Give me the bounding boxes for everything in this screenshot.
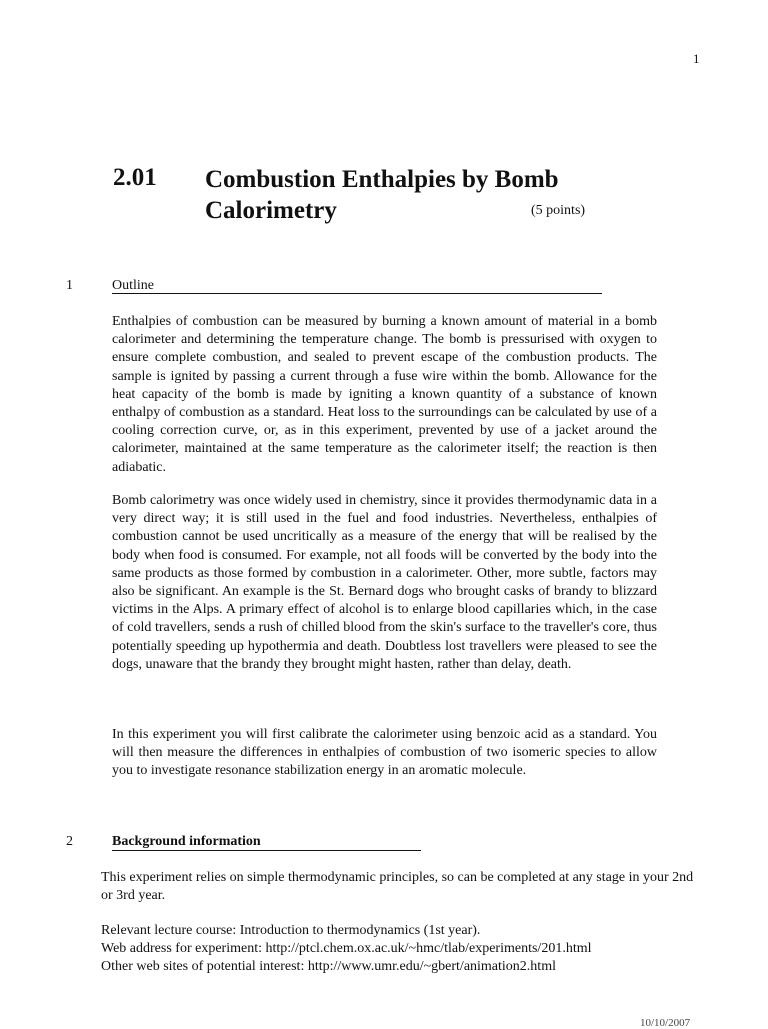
section2-title: Background information: [112, 834, 261, 849]
section1-paragraph-3: In this experiment you will first calibrate the calorimeter using benzoic acid as a standard. You will then measure the differences in enthalpies of combustion of two isomeric species to allow you to investigate resonance stabilization energy in an aromatic molecule.: [112, 727, 657, 779]
footer-date: 10/10/2007: [640, 1017, 691, 1029]
lecture-course-line: Relevant lecture course: Introduction to thermodynamics (1st year).: [101, 923, 481, 938]
section2-rule: [112, 850, 421, 851]
section2-number: 2: [66, 834, 73, 849]
other-web-sites-line: Other web sites of potential interest: http://www.umr.edu/~gbert/animation2.html: [101, 959, 556, 974]
section1-number: 1: [66, 278, 73, 293]
page-title: Combustion Enthalpies by Bomb Calorimetry: [205, 166, 559, 224]
experiment-web-address-line: Web address for experiment: http://ptcl.chem.ox.ac.uk/~hmc/tlab/experiments/201.html: [101, 941, 592, 956]
section1-rule: [112, 293, 602, 294]
section1-paragraph-1: Enthalpies of combustion can be measured by burning a known amount of material in a bomb calorimeter and determining the temperature change. The bomb is pressurised with oxygen to ensure complete combustion, and sealed to prevent escape of the combustion products. The sample is ignited by passing a current through a fuse wire within the bomb. Allowance for the heat capacity of the bomb is made by igniting a known quantity of a substance of known enthalpy of combustion as a standard. Heat loss to the surroundings can be calculated by use of a cooling correction curve, or, as in this experiment, prevented by use of a jacket around the calorimeter, maintained at the same temperature as the calorimeter itself; the reaction is then adiabatic.: [112, 314, 657, 475]
section1-title: Outline: [112, 278, 154, 293]
section1-paragraph-2: Bomb calorimetry was once widely used in chemistry, since it provides thermodynamic data in a very direct way; it is still used in the fuel and food industries. Nevertheless, enthalpies of combustion cannot be used uncritically as a measure of the energy that will be realised by the body when food is consumed. For example, not all foods will be converted by the body into the same products as those formed by combustion in a calorimeter. Other, more subtle, factors may also be significant. An example is the St. Bernard dogs who brought casks of brandy to blizzard victims in the Alps. A primary effect of alcohol is to enlarge blood capillaries which, in the case of cold travellers, sends a rush of chilled blood from the skin's surface to the traveller's core, thus potentially speeding up hypothermia and death. Doubtless lost travellers were pleased to see the dogs, unaware that the brandy they brought might hasten, rather than delay, death.: [112, 493, 657, 672]
page-number: 1: [693, 51, 700, 66]
section2-intro: This experiment relies on simple thermodynamic principles, so can be completed at any stage in your 2nd or 3rd year.: [101, 870, 694, 904]
points-label: (5 points): [531, 203, 586, 218]
title-number: 2.01: [113, 164, 157, 191]
